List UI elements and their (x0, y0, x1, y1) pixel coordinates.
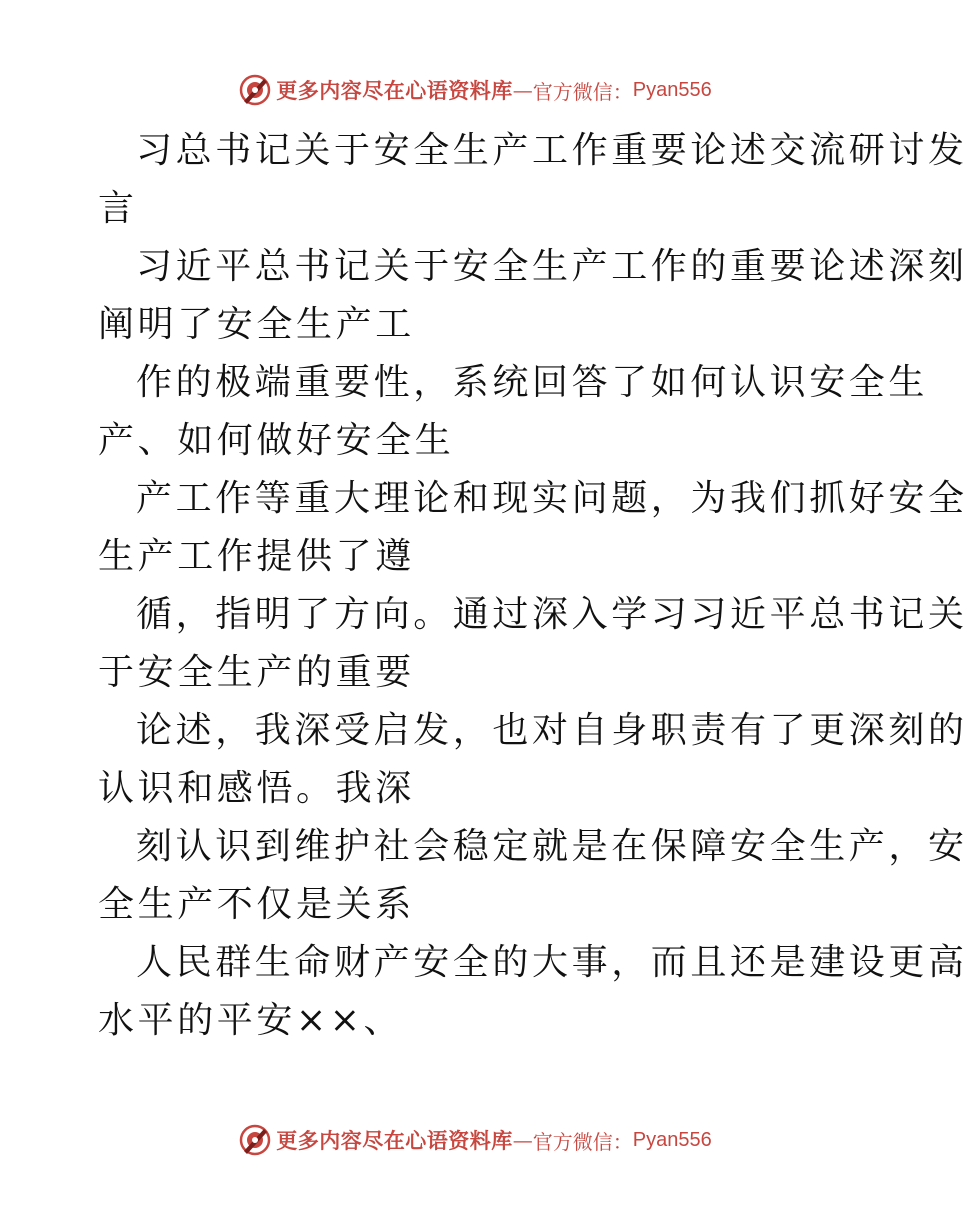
banner-separator: — (512, 1128, 533, 1152)
banner-wechat-handle: Pyan556 (632, 78, 712, 101)
document-body (98, 122, 968, 1050)
paragraph-line: 认识和感悟。我深 (98, 768, 415, 809)
pen-logo-icon (238, 73, 272, 107)
paragraph-line: 全生产不仅是关系 (98, 884, 415, 925)
banner-wechat-label: 官方微信： (532, 79, 633, 104)
paragraph-line: 刻认识到维护社会稳定就是在保障安全生产，安 (136, 826, 968, 867)
paragraph-line: 循，指明了方向。通过深入学习习近平总书记关 (136, 594, 968, 635)
paragraph-line: 人民群生命财产安全的大事，而且还是建设更高 (136, 942, 968, 983)
banner-separator: — (512, 78, 533, 102)
paragraph-line: 产、如何做好安全生 (98, 420, 455, 461)
paragraph-line: 水平的平安××、 (98, 1000, 404, 1041)
banner-wechat-label: 官方微信： (532, 1129, 633, 1154)
paragraph-line: 论述，我深受启发，也对自身职责有了更深刻的 (136, 710, 968, 751)
paragraph-line: 阐明了安全生产工 (98, 304, 415, 345)
footer-banner (0, 1120, 950, 1160)
paragraph-line: 于安全生产的重要 (98, 652, 415, 693)
paragraph-line: 产工作等重大理论和现实问题，为我们抓好安全 (136, 478, 968, 519)
banner-text: 更多内容尽在心语资料库 (276, 78, 513, 103)
title-line-2: 言 (98, 188, 138, 229)
banner-wechat-handle: Pyan556 (632, 1128, 712, 1151)
header-banner (0, 70, 950, 110)
banner-text: 更多内容尽在心语资料库 (276, 1128, 513, 1153)
pen-logo-icon (238, 1123, 272, 1157)
paragraph-line: 习近平总书记关于安全生产工作的重要论述深刻 (136, 246, 968, 287)
paragraph-line: 作的极端重要性，系统回答了如何认识安全生 (136, 362, 929, 403)
paragraph-line: 生产工作提供了遵 (98, 536, 415, 577)
title-line-1: 习总书记关于安全生产工作重要论述交流研讨发 (136, 130, 968, 171)
